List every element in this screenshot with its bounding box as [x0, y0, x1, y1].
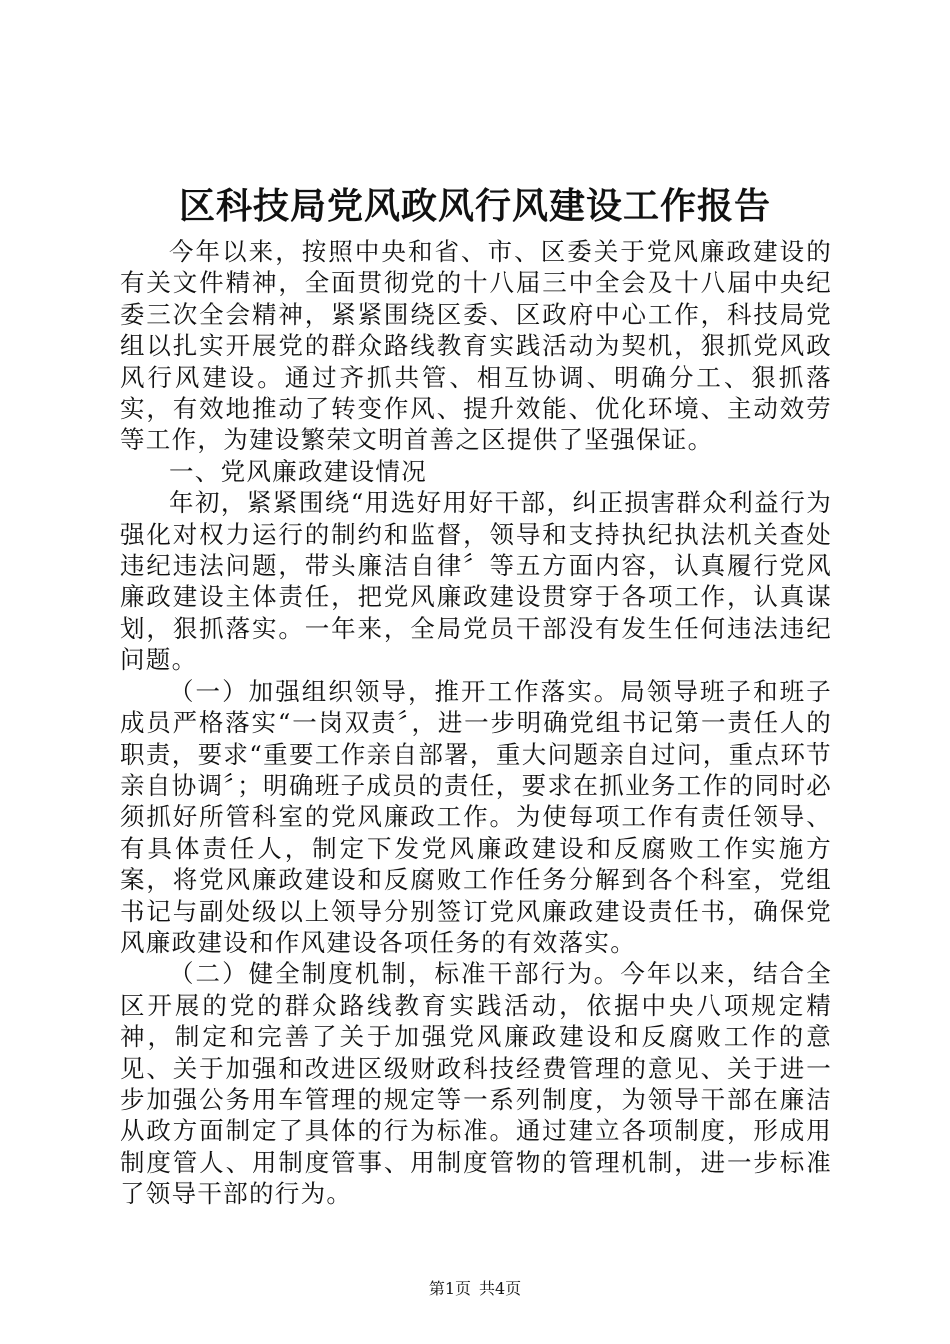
page-title: 区科技局党风政风行风建设工作报告: [178, 185, 771, 227]
document-body: [120, 236, 832, 1210]
paragraph-system: （二）健全制度机制，标准干部行为。今年以来，结合全区开展的党的群众路线教育实践活动，依据中央八项规定精神，制定和完善了关于加强党风廉政建设和反腐败工作的意见、关于加强和改进区级财政科技经费管理的意见、关于进一步加强公务用车管理的规定等一系列制度，为领导干部在廉洁从政方面制定了具体的行为标准。通过建立各项制度，形成用制度管人、用制度管事、用制度管物的管理机制，进一步标准了领导干部的行为。: [120, 959, 832, 1209]
paragraph-organization: （一）加强组织领导，推开工作落实。局领导班子和班子成员严格落实“一岗双责〞，进一步明确党组书记第一责任人的职责，要求“重要工作亲自部署，重大问题亲自过问，重点环节亲自协调〞；明确班子成员的责任，要求在抓业务工作的同时必须抓好所管科室的党风廉政工作。为使每项工作有责任领导、有具体责任人，制定下发党风廉政建设和反腐败工作实施方案，将党风廉政建设和反腐败工作任务分解到各个科室，党组书记与副处级以上领导分别签订党风廉政建设责任书，确保党风廉政建设和作风建设各项任务的有效落实。: [120, 676, 832, 957]
page-footer: [0, 1278, 950, 1300]
page-total: 共4页: [479, 1279, 522, 1298]
page-number: 第1页: [428, 1279, 471, 1298]
paragraph-intro: 今年以来，按照中央和省、市、区委关于党风廉政建设的有关文件精神，全面贯彻党的十八届三中全会及十八届中央纪委三次全会精神，紧紧围绕区委、区政府中心工作，科技局党组以扎实开展党的群众路线教育实践活动为契机，狠抓党风政风行风建设。通过齐抓共管、相互协调、明确分工、狠抓落实，有效地推动了转变作风、提升效能、优化环境、主动效劳等工作，为建设繁荣文明首善之区提供了坚强保证。: [120, 237, 832, 455]
paragraph-overview: 年初，紧紧围绕“用选好用好干部，纠正损害群众利益行为强化对权力运行的制约和监督，领导和支持执纪执法机关查处违纪违法问题，带头廉洁自律〞等五方面内容，认真履行党风廉政建设主体责任，把党风廉政建设贯穿于各项工作，认真谋划，狠抓落实。一年来，全局党员干部没有发生任何违法违纪问题。: [120, 488, 832, 675]
section-heading: 一、党风廉政建设情况: [169, 456, 427, 486]
